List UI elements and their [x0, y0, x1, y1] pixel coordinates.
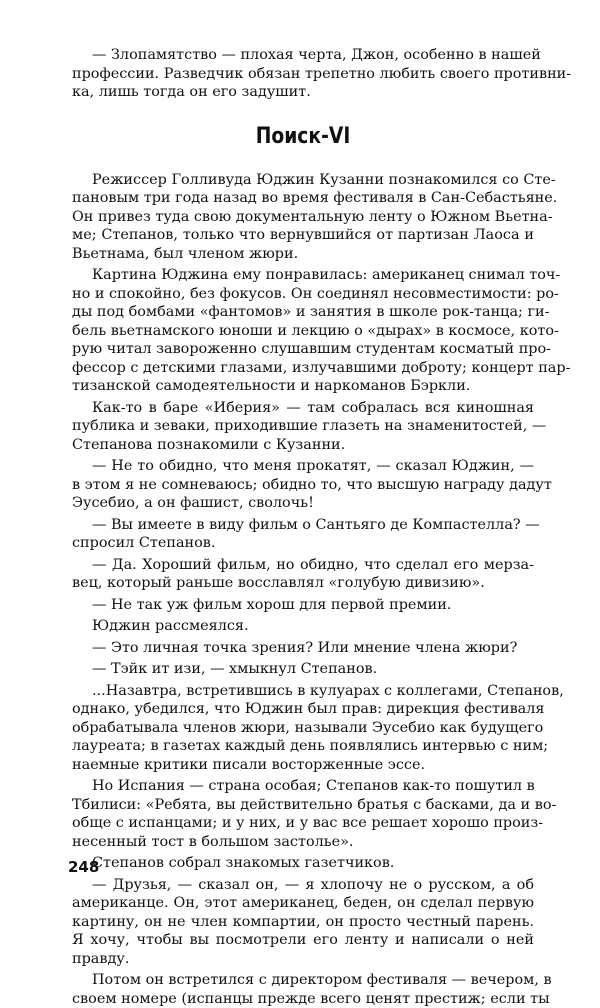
text-line: — Тэйк ит изи, — хмыкнул Степанов. — [72, 660, 534, 679]
body-text — [72, 171, 534, 1008]
text-line: Степанов собрал знакомых газетчиков. — [72, 854, 534, 873]
text-line: своем номере (испанцы прежде всего ценят престиж; если ты — [72, 990, 534, 1008]
text-line: ...Назавтра, встретившись в кулуарах с коллегами, Степанов, — [72, 682, 534, 701]
text-line: вец, который раньше восславлял «голубую дивизию». — [72, 574, 534, 593]
text-line: ды под бомбами «фантомов» и занятия в школе рок-танца; ги- — [72, 303, 534, 322]
paragraph — [72, 639, 534, 658]
text-line: обрабатывала членов жюри, называли Эусебио как будущего — [72, 719, 534, 738]
text-line: в этом я не сомневаюсь; обидно то, что высшую награду дадут — [72, 476, 534, 495]
text-line: Степанова познакомили с Кузанни. — [72, 436, 534, 455]
text-line: американце. Он, этот американец, беден, он сделал первую — [72, 894, 534, 913]
paragraph — [72, 777, 534, 851]
paragraph — [72, 171, 534, 264]
paragraph — [72, 971, 534, 1008]
paragraph — [72, 854, 534, 873]
text-line: профессии. Разведчик обязан трепетно любить своего противни- — [72, 65, 534, 84]
text-line: Картина Юджина ему понравилась: американец снимал точ- — [72, 266, 534, 285]
text-line: Юджин рассмеялся. — [72, 617, 534, 636]
paragraph — [72, 660, 534, 679]
paragraph — [72, 516, 534, 553]
text-line: однако, убедился, что Юджин был прав: дирекция фестиваля — [72, 700, 534, 719]
text-line: Но Испания — страна особая; Степанов как-то пошутил в — [72, 777, 534, 796]
text-line: ме; Степанов, только что вернувшийся от партизан Лаоса и — [72, 226, 534, 245]
text-line: тизанской самодеятельности и наркоманов Бэркли. — [72, 377, 534, 396]
text-line: рую читал завороженно слушавшим студентам косматый про- — [72, 340, 534, 359]
page-number: 248 — [68, 858, 99, 876]
text-line: Тбилиси: «Ребята, вы действительно братья с басками, да и во- — [72, 796, 534, 815]
text-line: но и спокойно, без фокусов. Он соединял несовместимости: ро- — [72, 285, 534, 304]
text-line: Он привез туда свою документальную ленту о Южном Вьетна- — [72, 208, 534, 227]
text-line: — Это личная точка зрения? Или мнение члена жюри? — [72, 639, 534, 658]
text-line: — Злопамятство — плохая черта, Джон, особенно в нашей — [72, 46, 534, 65]
intro-text — [72, 46, 534, 102]
text-line: Я хочу, чтобы вы посмотрели его ленту и написали о ней — [72, 931, 534, 950]
text-line: пановым три года назад во время фестиваля в Сан-Себастьяне. — [72, 189, 534, 208]
text-line: Вьетнама, был членом жюри. — [72, 245, 534, 264]
text-line: — Вы имеете в виду фильм о Сантьяго де Компастелла? — — [72, 516, 534, 535]
text-line: обще с испанцами; и у них, и у вас все решает хорошо произ- — [72, 814, 534, 833]
text-line: Эусебио, а он фашист, сволочь! — [72, 494, 534, 513]
text-line: наемные критики писали восторженные эссе. — [72, 756, 534, 775]
text-line: ка, лишь тогда он его задушит. — [72, 83, 534, 102]
text-line: правду. — [72, 950, 534, 969]
paragraph — [72, 266, 534, 396]
text-line: — Да. Хороший фильм, но обидно, что сделал его мерза- — [72, 556, 534, 575]
paragraph — [72, 682, 534, 775]
text-line: — Друзья, — сказал он, — я хлопочу не о русском, а об — [72, 876, 534, 895]
paragraph — [72, 399, 534, 455]
paragraph — [72, 596, 534, 615]
text-line: — Не то обидно, что меня прокатят, — сказал Юджин, — — [72, 457, 534, 476]
text-line: Как-то в баре «Иберия» — там собралась вся киношная — [72, 399, 534, 418]
text-line: фессор с детскими глазами, излучавшими доброту; концерт пар- — [72, 359, 534, 378]
text-line: картину, он не член компартии, он просто честный парень. — [72, 913, 534, 932]
text-line: Потом он встретился с директором фестиваля — вечером, в — [72, 971, 534, 990]
text-line: несенный тост в большом застолье». — [72, 833, 534, 852]
text-line: лауреата; в газетах каждый день появлялись интервью с ним; — [72, 737, 534, 756]
text-line: Режиссер Голливуда Юджин Кузанни познакомился со Сте- — [72, 171, 534, 190]
paragraph — [72, 556, 534, 593]
paragraph — [72, 617, 534, 636]
text-line: спросил Степанов. — [72, 534, 534, 553]
text-line: бель вьетнамского юноши и лекцию о «дырах» в космосе, кото- — [72, 322, 534, 341]
text-line: публика и зеваки, приходившие глазеть на знаменитостей, — — [72, 417, 534, 436]
chapter-title: Поиск-VI — [107, 123, 500, 151]
text-line: — Не так уж фильм хорош для первой премии. — [72, 596, 534, 615]
paragraph — [72, 876, 534, 969]
paragraph — [72, 457, 534, 513]
